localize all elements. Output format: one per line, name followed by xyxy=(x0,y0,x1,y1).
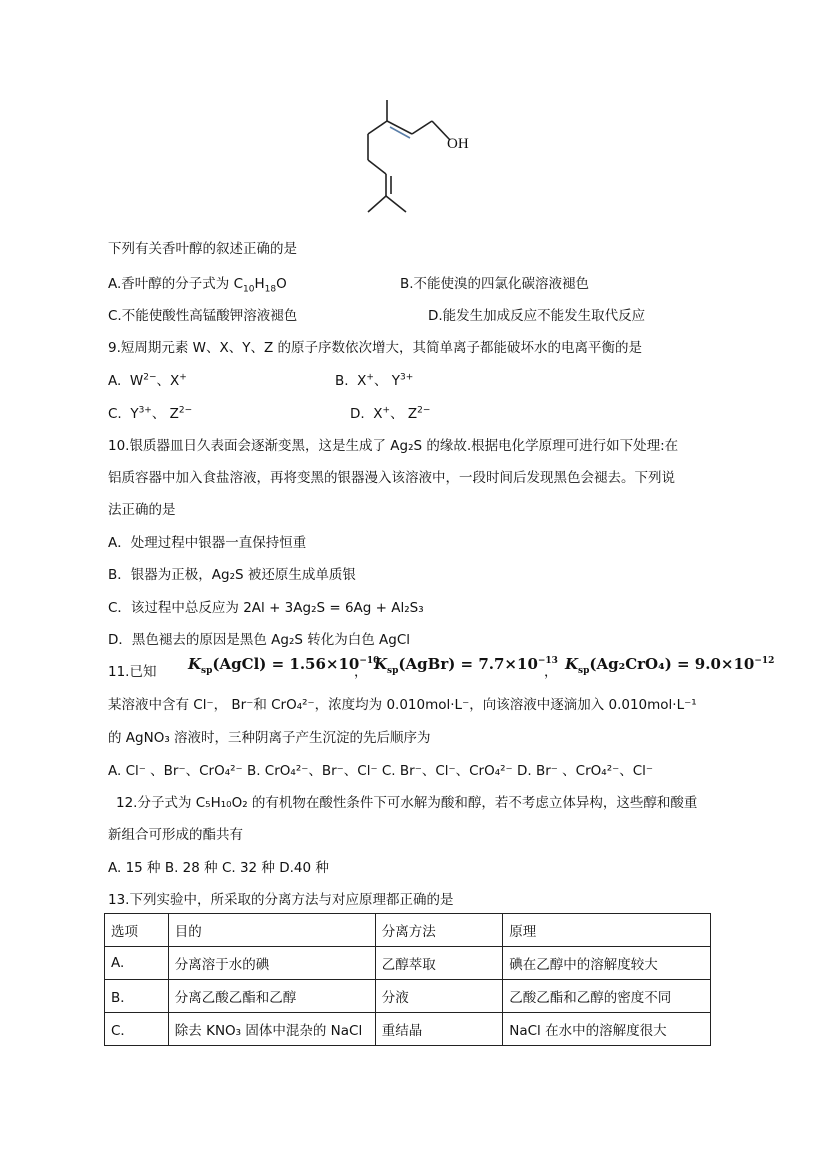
q9-option-b: B. X+、 $Y^{3+}$ xyxy=(335,372,414,389)
q12-options: A. 15 种 B. 28 种 C. 32 种 D.40 种 xyxy=(108,860,329,876)
q12-line-1: 12.分子式为 C₅H₁₀O₂ 的有机物在酸性条件下可水解为酸和醇，若不考虑立体异构，这些醇和酸重 xyxy=(116,795,698,811)
q8-option-b: B.不能使溴的四氯化碳溶液褪色 xyxy=(400,276,590,292)
q8-stem: 下列有关香叶醇的叙述正确的是 xyxy=(108,241,297,257)
q11-prefix: 11.已知 xyxy=(108,664,157,680)
q10-option-b: B．银器为正极，Ag₂S 被还原生成单质银 xyxy=(108,567,356,583)
table-cell: C． xyxy=(105,1013,169,1046)
q9-option-a: A. $W^{2-}$、X+ xyxy=(108,372,187,389)
q10-line-3: 法正确的是 xyxy=(108,502,176,518)
q11-ksp-ag2cro4: $K_{sp}(Ag_2CrO_4) = 9.0\times 10^{-12}$ xyxy=(565,655,775,676)
q8-option-c: C.不能使酸性高锰酸钾溶液褪色 xyxy=(108,308,298,324)
q10-line-2: 铝质容器中加入食盐溶液，再将变黑的银器漫入该溶液中，一段时间后发现黑色会褪去。下列说 xyxy=(108,470,675,486)
q11-options: A. Cl⁻ 、Br⁻、CrO₄²⁻ B. CrO₄²⁻、Br⁻、Cl⁻ C. Br⁻、Cl⁻、CrO₄²⁻ D. Br⁻ 、CrO₄²⁻、Cl⁻ xyxy=(108,763,654,779)
q10-option-c: C．该过程中总反应为 2Al + 3Ag₂S = 6Ag + Al₂S₃ xyxy=(108,600,424,616)
table-cell: 除去 KNO₃ 固体中混杂的 NaCl xyxy=(168,1013,375,1046)
table-cell: A. xyxy=(105,947,169,980)
q9-stem: 9.短周期元素 W、X、Y、Z 的原子序数依次增大，其简单离子都能破坏水的电离平衡的是 xyxy=(108,340,643,356)
q8-option-a: A.香叶醇的分子式为 $C_{10}H_{18}O$ xyxy=(108,276,287,295)
table-cell: 乙醇萃取 xyxy=(375,947,503,980)
table-cell: 分离乙酸乙酯和乙醇 xyxy=(168,980,375,1013)
oh-label: OH xyxy=(447,136,469,152)
header-cell-method: 分离方法 xyxy=(375,914,503,947)
table-header-row xyxy=(105,914,711,947)
table-cell: 重结晶 xyxy=(375,1013,503,1046)
q8-option-d: D.能发生加成反应不能发生取代反应 xyxy=(428,308,646,324)
table-cell: 分液 xyxy=(375,980,503,1013)
q11-separator-1: ， xyxy=(354,664,368,680)
q13-stem: 13.下列实验中，所采取的分离方法与对应原理都正确的是 xyxy=(108,892,454,908)
table-row xyxy=(105,947,711,980)
geraniol-structure xyxy=(350,96,490,220)
header-cell-option: 选项 xyxy=(105,914,169,947)
table-cell: 乙酸乙酯和乙醇的密度不同 xyxy=(503,980,711,1013)
table-cell: 碘在乙醇中的溶解度较大 xyxy=(503,947,711,980)
q11-separator-2: ， xyxy=(544,664,558,680)
header-cell-principle: 原理 xyxy=(503,914,711,947)
q10-line-1: 10.银质器皿日久表面会逐渐变黑，这是生成了 Ag₂S 的缘故.根据电化学原理可进行如下处理:在 xyxy=(108,438,679,454)
table-cell: B． xyxy=(105,980,169,1013)
q11-ksp-agbr: $K_{sp}(AgBr) = 7.7\times 10^{-13}$ xyxy=(374,655,558,676)
q11-line-3: 的 AgNO₃ 溶液时，三种阴离子产生沉淀的先后顺序为 xyxy=(108,730,431,746)
q10-option-a: A．处理过程中银器一直保持恒重 xyxy=(108,535,307,551)
table-cell: NaCl 在水中的溶解度很大 xyxy=(503,1013,711,1046)
table-cell: 分离溶于水的碘 xyxy=(168,947,375,980)
q10-option-d: D．黑色褪去的原因是黑色 Ag₂S 转化为白色 AgCl xyxy=(108,632,411,648)
q12-line-2: 新组合可形成的酯共有 xyxy=(108,827,243,843)
table-row xyxy=(105,1013,711,1046)
q11-ksp-agcl: $K_{sp}(AgCl) = 1.56\times 10^{-10}$ xyxy=(188,655,380,676)
q11-line-2: 某溶液中含有 Cl⁻， Br⁻和 CrO₄²⁻，浓度均为 0.010mol·L⁻，向该溶液中逐滴加入 0.010mol·L⁻¹ xyxy=(108,697,697,713)
q13-table xyxy=(104,913,711,1046)
q9-option-d: D. X+、 $Z^{2-}$ xyxy=(350,405,431,422)
table-row xyxy=(105,980,711,1013)
q9-option-c: C. $Y^{3+}$、 $Z^{2-}$ xyxy=(108,405,193,422)
header-cell-purpose: 目的 xyxy=(168,914,375,947)
